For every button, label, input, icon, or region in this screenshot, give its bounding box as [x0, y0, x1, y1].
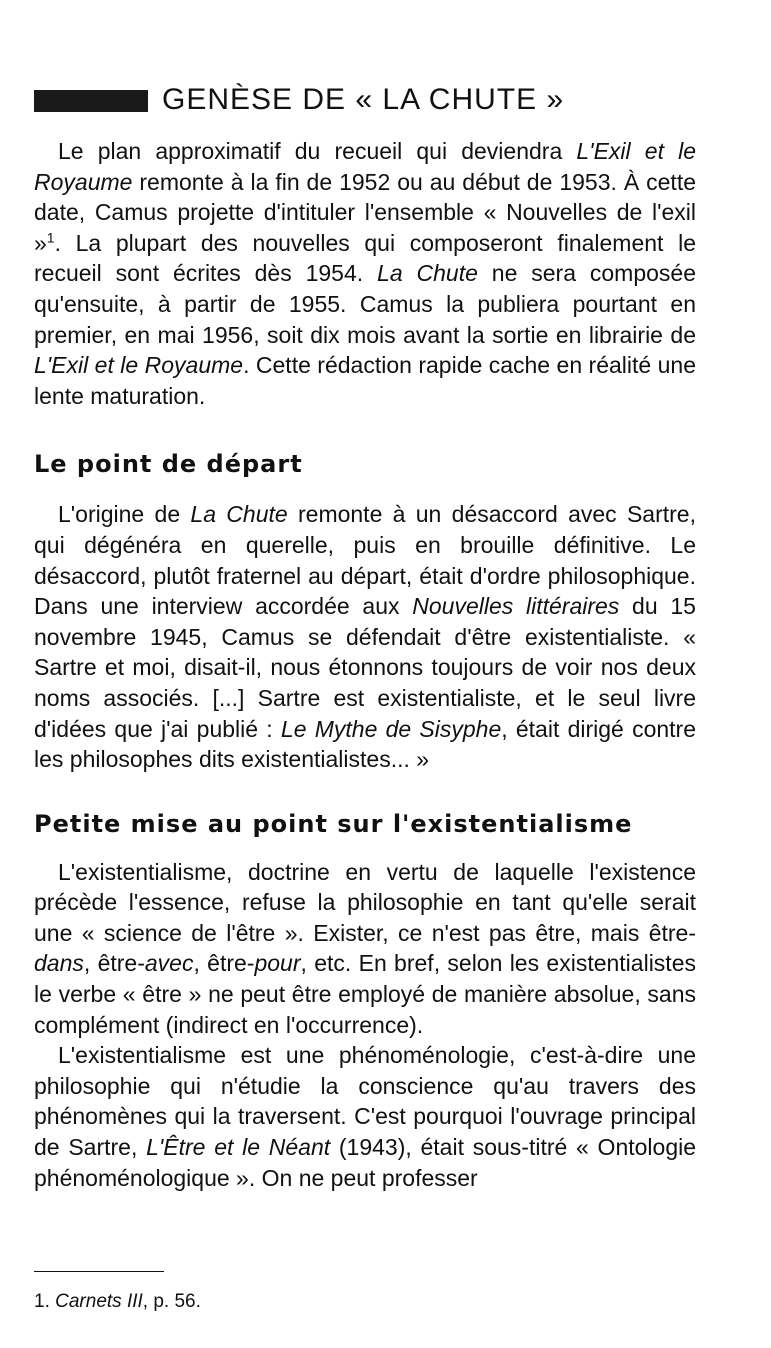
intro-paragraph: Le plan approximatif du recueil qui deviendra L'Exil et le Royaume remonte à la fin de 1952 ou au début de 1953. À cette date, Camus projette d'intituler l'ensemble « Nouvelles de l'exil »$^1$. La plupart des nouvelles qui composeront finalement le recueil sont écrites dès 1954. La Chute ne sera composée qu'ensuite, à partir de 1955. Camus la publiera pourtant en premier, en mai 1956, soit dix mois avant la sortie en librairie de L'Exil et le Royaume. Cette rédaction rapide cache en réalité une lente maturation. [34, 138, 697, 409]
section-heading-existentialisme: Petite mise au point sur l'existentialisme [34, 809, 633, 838]
footnote: 1. Carnets III, p. 56. [34, 1291, 201, 1312]
chapter-title: GENÈSE DE « LA CHUTE » [162, 83, 565, 116]
chapter-header [34, 78, 696, 122]
footnote-divider [34, 1271, 164, 1272]
existentialisme-paragraph-2: L'existentialisme est une phénoménologie, c'est-à-dire une philosophie qui n'étudie la conscience qu'au travers des phénomènes qui la traversent. C'est pourquoi l'ouvrage principal de Sartre, L'Être et le Néant (1943), était sous-titré « Ontologie phénoménologique ». On ne peut professer [34, 1042, 697, 1191]
chapter-marker-bar [34, 90, 148, 112]
section-heading-point-de-depart: Le point de départ [34, 450, 303, 479]
page-body [34, 78, 696, 1193]
point-de-depart-paragraph: L'origine de La Chute remonte à un désaccord avec Sartre, qui dégénéra en querelle, puis en brouille définitive. Le désaccord, plutôt fraternel au départ, était d'ordre philosophique. Dans une interview accordée aux Nouvelles littéraires du 15 novembre 1945, Camus se défendait d'être existentialiste. « Sartre et moi, disait-il, nous étonnons toujours de voir nos deux noms associés. [...] Sartre est existentialiste, et le seul livre d'idées que j'ai publié : Le Mythe de Sisyphe, était dirigé contre les philosophes dits existentialistes... » [34, 501, 697, 773]
existentialisme-paragraph-1: L'existentialisme, doctrine en vertu de laquelle l'existence précède l'essence, refuse la philosophie en tant qu'elle serait une « science de l'être ». Exister, ce n'est pas être, mais être-dans, être-avec, être-pour, etc. En bref, selon les existentialistes le verbe « être » ne peut être employé de manière absolue, sans complément (indirect en l'occurrence). [34, 858, 696, 1038]
footnote-ref: 1 [46, 229, 55, 246]
